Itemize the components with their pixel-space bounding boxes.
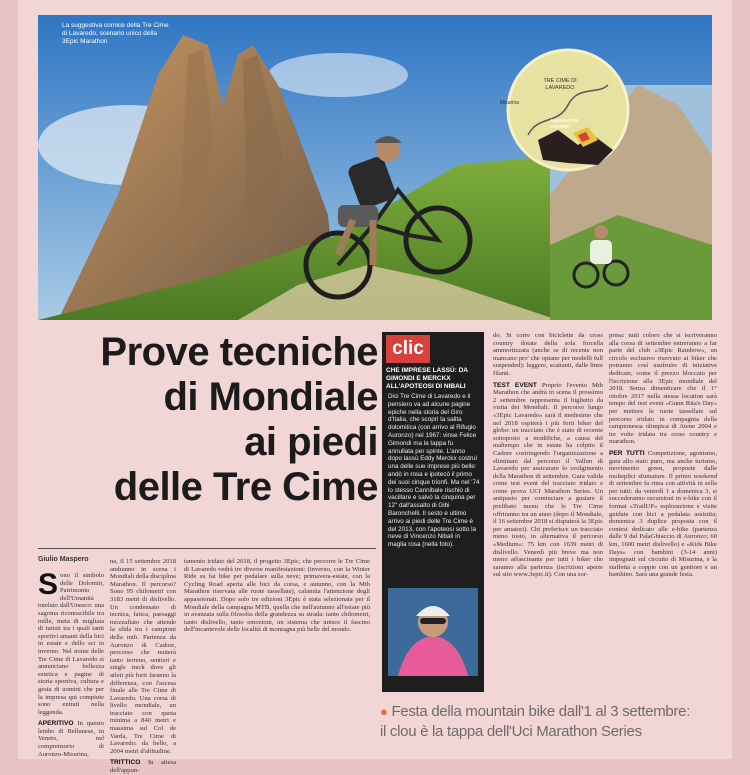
photo-caption: La suggestiva cornice della Tre Cime di Lavaredo, scenario unico della 3Epic Marathon [62, 22, 169, 45]
headline-line-4: delle Tre Cime [113, 465, 378, 509]
headline-line-3: ai piedi [244, 420, 378, 464]
article-column-4 [493, 332, 603, 694]
bullet-icon: ● [380, 704, 388, 719]
col1-text: ono il simbolo delle Dolomiti, Patrimonio dell'Umanità tutelato dall'Unesco: una sagoma riconoscibile tra mille, meta di migliaia di turisti tra i quali tanti sportivi amanti della bici in estate e dello sci in inverno. Nel nome delle Tre Cime di Lavaredo si annunciano bellezza estetica e pagine di storia sportiva, cultura e gesta di uomini che per la impresa qui compiute sono entrati nella leggenda. [38, 572, 104, 716]
map-region: AURONZO DI CADORE [550, 118, 579, 129]
bottom-banner [380, 702, 720, 742]
cyclist-portrait [388, 588, 478, 676]
hero-photo [38, 15, 712, 320]
col1-text-2: In questo lembo di Bellunese, in Veneto, nel comprensorio di Auronzo-Misurina, [38, 720, 104, 758]
col5-keyword: PER TUTTI [609, 449, 645, 457]
byline: Giulio Maspero [38, 556, 89, 563]
headline-rule [38, 548, 376, 549]
col2-text-2: In attesa dell'appun- [110, 759, 176, 775]
col1-keyword: APERITIVO [38, 720, 74, 728]
article-column-1 [38, 568, 104, 758]
col5-text: presa: tutti coloro che si iscriveranno alla corsa di settembre entreranno a far parte del club «3Epic Rainbow», un circolo esclusivo riservato ai biker che potranno così usufruire di iniziative dedicate, come il prezzo bloccato per l'iscrizione alla 3Epic mondiale del 2018. Senza dimenticare che il 1° ottobre 2017 nella stessa location sarà tempo del test event «Gunn Rita's Day» per mettere le ruote tassellate sul percorso iridato in compagnia della campionessa olimpica di Atene 2004 e tre volte iridata tra cross country e marathon. [609, 332, 717, 446]
article-column-3 [184, 558, 370, 754]
clic-text: Dici Tre Cime di Lavaredo e il pensiero va ad alcune pagine epiche nella storia del Giro d'Italia, che scoprì la salita dolomitica (con arrivo al Rifugio Auronzo) nel 1967: vinse Felice Gimondi ma la tappa fu annullata per spinte. L'anno dopo lassù Eddy Merckx costruì una delle sue imprese più belle: andò in rosa e ipotecò il primo dei suoi cinque trionfi. Ma nel '74 lo stesso Cannibale rischiò di vacillare e salvò la cinquina per 12" dall'assalto di Gibi Baronchelli. Il sesto e ultimo arrivo ai piedi delle Tre Cime è del 2013, con l'apoteosi sotto la neve di Vincenzo Nibali in maglia rosa (nella foto). [388, 393, 480, 549]
article-column-2 [110, 558, 176, 775]
headline-line-2: di Mondiale [163, 375, 378, 419]
col3-text: tamento iridato del 2018, il progetto 3Epic, che percorre le Tre Cime di Lavaredo vedrà tre diverse manifestazioni: (inverno, con la Winter Ride su fat bike per pedalare sulla neve; primavera-estate, con la Cycling Road aperta alle bici da corsa, e autunno, con la Mtb Marathon riservata alle ruote tassellate), calamita l'attenzione degli appassionati. Dopo solo tre edizioni 3Epic è stata selezionata per il Mondiale della campagna MTB, quella che nell'autunno all'estate più in avanzata sulla filosofia della grandezza su strada: tanto chilometri, tanto dislivello, tanto emozioni, un sistema che unisce il fascino dell'incantevole delle località di montagna più belle del mondo. [184, 558, 370, 634]
map-place: Misurina [500, 100, 519, 106]
col4-text-2: Proprio l'evento Mtb Marathon che andrà in scena il prossimo 2 settembre rappresenta il biglietto da visita dei Mondiali. Il percorso lungo «3Epic Lavaredo» sarà il medesimo che nel 2018 ospiterà i più forti biker del globo: un tracciato che è stato di recente sottoposto a modifiche, a causa del maltempo che in estate ha colpito il Cadore costringendo l'organizzazione a eliminare dal percorso il Vallon di Lavaredo per assicurare lo svolgimento della Marathon di settembre. Gara valida come test event del tracciato iridato e come prova UCI Marathon Series. Un antipasto per cominciare a gustare il prelibato menu che le Tre Cime offriranno tra un anno (dopo il Mondiale, il 16 settembre 2018 si disputerà la 3Epic per amatori). Chi preferisce un tracciato meno tosto, in alternativa il percorso «Medium»: 75 km con 1639 metri di dislivello. Venerdì più breve ma non meno affascinante per tutti i biker che saranno alla partenza (iscrizioni aperte sul sito www.3epic.it). Con una sor- [493, 381, 603, 579]
article-column-5 [609, 332, 717, 694]
col5-text-2: Competizione, agonismo, gara allo stato puro, ma anche turismo, movimento green, proposte dalle molteplici sfumature. Il primo weekend di settembre fa rima con attività in sella per tutti: da venerdì 1 a domenica 3, si succederanno escursioni in e-bike con il format «TrailUP» esplorazione e visite guidate con bici a pedalata assistita; domenica 3 duplice proposta con il contest dedicato alle e-bike (partenza dalle 9 dal PalaGhiaccio di Auronzo; 60 km, 1600 metri dislivello) e «Kids Bike Days» con bambini (3-14 anni) impegnati sul circuito di Misurina, e la staffetta a coppie con un genitore e un bambino. Sarà una grande festa. [609, 449, 717, 579]
headline-line-1: Prove tecniche [100, 330, 378, 374]
col2-keyword: TRITTICO [110, 759, 141, 767]
map-label: TRE CIME DI LAVAREDO [543, 78, 577, 91]
col4-text: do. Si corre con biciclette da cross country dotate della sola forcella ammortizzata (anche se di recente non mancano pro' che optano per modelli full suspended): leggere, scattanti, dalle linee filanti. [493, 332, 603, 377]
col4-keyword: TEST EVENT [493, 381, 537, 389]
dropcap: S [38, 568, 59, 601]
mountain-bike-photo-illustration [38, 15, 712, 320]
banner-line-2: il clou è la tappa dell'Uci Marathon Series [380, 723, 642, 740]
clic-tag: clic [386, 335, 430, 363]
col2-text: na, il 15 settembre 2018 andranno in scena i Mondiali della disciplina Marathon. Il percorso? Sono 95 chilometri con 3183 metri di dislivello. Un condensato di tecnica, fatica, paesaggi mozzafiato che attende la sfida tra i campioni della mtb. Partenza da Auronzo di Cadore, percorso che muterà tanto terreno, sentieri e single track dove gli atleti più forti faranno la differenza, con l'ascesa finale alle Tre Cime di Lavaredo. Una corsa di livello mondiale, un tracciato con quota minima a 840 metri e massima sul Col de Varda, Tre Cime di Lavaredo: da bello, a 2004 metri d'altitudine. [110, 558, 176, 755]
headline [38, 330, 378, 510]
banner-line-1: Festa della mountain bike dall'1 al 3 settembre: [391, 703, 691, 720]
nibali-photo [388, 588, 478, 676]
clic-headline: CHE IMPRESE LASSÙ: DA GIMONDI E MERCKX ALL'APOTEOSI DI NIBALI [386, 367, 468, 390]
